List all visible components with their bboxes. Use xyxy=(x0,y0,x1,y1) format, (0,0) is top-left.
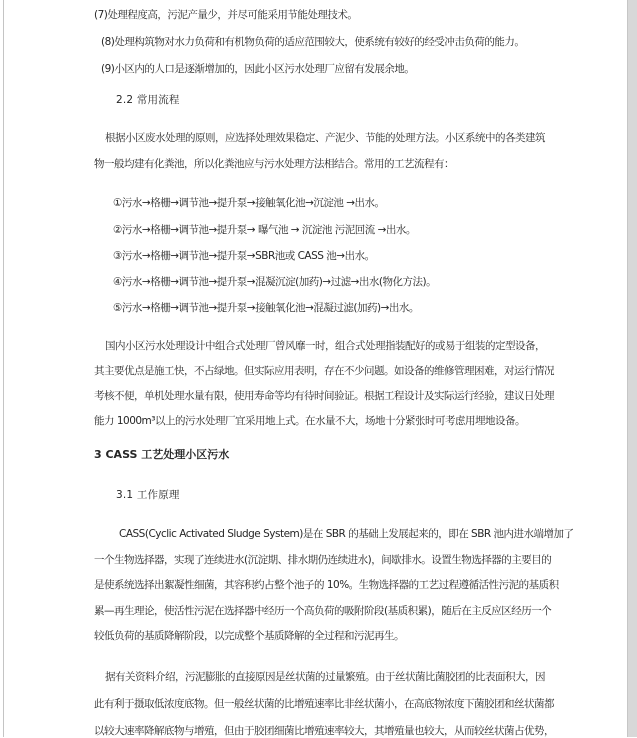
para-bulking-line-2: 此有利于摄取低浓度底物。但一般丝状菌的比增殖速率比非丝状菌小，在高底物浓度下菌胶团和丝状菌都 xyxy=(94,698,554,710)
flow-item-5: ⑤污水→格栅→调节池→提升泵→接触氧化池→混凝过滤(加药)→出水。 xyxy=(113,302,419,314)
para-cass-line-4: 累—再生理论，使活性污泥在选择器中经历一个高负荷的吸附阶段(基质积累)，随后在主反应区经历一个 xyxy=(94,605,552,617)
para-combined-line-4: 能力 1000m³以上的污水处理厂宜采用地上式。在水量不大，场地十分紧张时可考虑用埋地设备。 xyxy=(94,415,525,427)
list-item-7: (7)处理程度高，污泥产量少，并尽可能采用节能处理技术。 xyxy=(94,9,358,21)
heading-3: 3 CASS 工艺处理小区污水 xyxy=(94,448,230,461)
para-cass-line-2: 一个生物选择器，实现了连续进水(沉淀期、排水期仍连续进水)，间歇排水。设置生物选择器的主要目的 xyxy=(94,554,552,566)
para-combined-line-3: 考核不便，单机处理水量有限，使用寿命等均有待时间验证。根据工程设计及实际运行经验，建议日处理 xyxy=(94,390,554,402)
para-bulking-line-3: 以较大速率降解底物与增殖，但由于胶团细菌比增殖速率较大，其增殖量也较大，从而较丝状菌占优势， xyxy=(94,725,554,737)
para-cass-line-3: 是使系统选择出絮凝性细菌，其容积约占整个池子的 10%。生物选择器的工艺过程遵循活性污泥的基质积 xyxy=(94,579,559,591)
para-combined-line-1: 国内小区污水处理设计中组合式处理厂曾风靡一时，组合式处理指装配好的或易于组装的定型设备， xyxy=(105,340,545,352)
para-principle-line-1: 根据小区废水处理的原则，应选择处理效果稳定、产泥少、节能的处理方法。小区系统中的各类建筑 xyxy=(105,132,545,144)
flow-item-4: ④污水→格栅→调节池→提升泵→混凝沉淀(加药)→过滤→出水(物化方法)。 xyxy=(113,276,437,288)
flow-item-2: ②污水→格栅→调节池→提升泵→ 曝气池 → 沉淀池 污泥回流 →出水。 xyxy=(113,224,416,236)
para-cass-line-1: CASS(Cyclic Activated Sludge System)是在 SBR 的基础上发展起来的，即在 SBR 池内进水端增加了 xyxy=(119,528,574,540)
heading-2-2: 2.2 常用流程 xyxy=(116,94,180,106)
document-page xyxy=(3,0,628,737)
para-combined-line-2: 其主要优点是施工快，不占绿地。但实际应用表明，存在不少问题。如设备的维修管理困难，对运行情况 xyxy=(94,365,554,377)
list-item-8: (8)处理构筑物对水力负荷和有机物负荷的适应范围较大，使系统有较好的经受冲击负荷的能力。 xyxy=(101,36,525,48)
heading-3-1: 3.1 工作原理 xyxy=(116,489,180,501)
list-item-9: (9)小区内的人口是逐渐增加的，因此小区污水处理厂应留有发展余地。 xyxy=(101,63,415,75)
para-bulking-line-1: 据有关资料介绍，污泥膨胀的直接原因是丝状菌的过量繁殖。由于丝状菌比菌胶团的比表面积大，因 xyxy=(105,671,545,683)
para-cass-line-5: 较低负荷的基质降解阶段，以完成整个基质降解的全过程和污泥再生。 xyxy=(94,630,404,642)
flow-item-1: ①污水→格栅→调节池→提升泵→接触氧化池→沉淀池 →出水。 xyxy=(113,197,385,209)
page-edge-gutter xyxy=(627,0,637,737)
para-principle-line-2: 物一般均建有化粪池，所以化粪池应与污水处理方法相结合。常用的工艺流程有： xyxy=(94,158,454,170)
flow-item-3: ③污水→格栅→调节池→提升泵→SBR池或 CASS 池→出水。 xyxy=(113,250,375,262)
